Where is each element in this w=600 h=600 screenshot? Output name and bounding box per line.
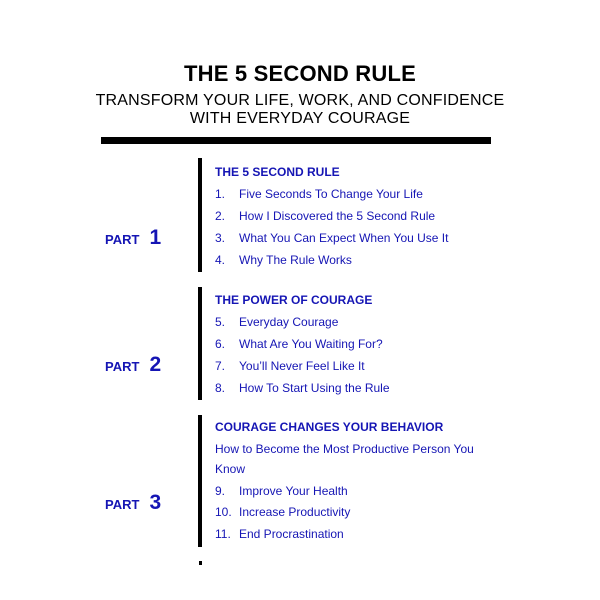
entry-title: End Procrastination xyxy=(239,527,344,541)
part-3-heading[interactable]: COURAGE CHANGES YOUR BEHAVIOR xyxy=(215,420,444,434)
toc-entry-2[interactable] xyxy=(215,209,435,223)
toc-entry-5[interactable] xyxy=(215,315,338,329)
toc-entry-10[interactable] xyxy=(215,505,350,519)
entry-number: 2. xyxy=(215,209,226,223)
part-number: 3 xyxy=(149,491,162,514)
entry-number: 9. xyxy=(215,484,226,498)
part-number: 2 xyxy=(149,353,162,376)
toc-entry-7[interactable] xyxy=(215,359,365,373)
entry-number: 3. xyxy=(215,231,226,245)
continuation-mark xyxy=(199,561,202,565)
part-1-bar xyxy=(198,158,202,272)
part-2-bar xyxy=(198,287,202,400)
part-number: 1 xyxy=(149,226,162,249)
part-word: PART xyxy=(105,232,140,247)
entry-number: 11. xyxy=(215,527,231,541)
part-3-subheading-line-2[interactable]: Know xyxy=(215,462,246,476)
title-divider xyxy=(101,137,491,144)
entry-number: 4. xyxy=(215,253,226,267)
entry-title: What Are You Waiting For? xyxy=(239,337,383,351)
entry-title: You’ll Never Feel Like It xyxy=(239,359,365,373)
entry-title: How To Start Using the Rule xyxy=(239,381,390,395)
entry-title: What You Can Expect When You Use It xyxy=(239,231,449,245)
entry-title: Why The Rule Works xyxy=(239,253,352,267)
entry-title: How I Discovered the 5 Second Rule xyxy=(239,209,436,223)
entry-title: Improve Your Health xyxy=(239,484,348,498)
entry-title: Everyday Courage xyxy=(239,315,339,329)
entry-number: 1. xyxy=(215,187,226,201)
part-2-heading[interactable]: THE POWER OF COURAGE xyxy=(215,293,373,307)
toc-entry-1[interactable] xyxy=(215,187,423,201)
toc-entry-8[interactable] xyxy=(215,381,390,395)
part-word: PART xyxy=(105,497,140,512)
part-3-bar xyxy=(198,415,202,547)
entry-number: 10. xyxy=(215,505,232,519)
entry-number: 5. xyxy=(215,315,226,329)
toc-entry-3[interactable] xyxy=(215,231,448,245)
book-subtitle-line-1: TRANSFORM YOUR LIFE, WORK, AND CONFIDENCE xyxy=(95,92,505,109)
part-3-subheading-line-1[interactable]: How to Become the Most Productive Person You xyxy=(215,442,474,456)
part-1-label xyxy=(105,226,161,250)
entry-number: 8. xyxy=(215,381,226,395)
entry-number: 6. xyxy=(215,337,226,351)
part-word: PART xyxy=(105,359,140,374)
toc-entry-6[interactable] xyxy=(215,337,383,351)
entry-number: 7. xyxy=(215,359,226,373)
toc-entry-9[interactable] xyxy=(215,484,348,498)
book-subtitle-line-2: WITH EVERYDAY COURAGE xyxy=(189,110,411,127)
entry-title: Five Seconds To Change Your Life xyxy=(239,187,423,201)
part-1-heading[interactable]: THE 5 SECOND RULE xyxy=(215,165,340,179)
toc-entry-11[interactable] xyxy=(215,527,344,541)
book-title: THE 5 SECOND RULE xyxy=(184,61,416,86)
entry-title: Increase Productivity xyxy=(239,505,351,519)
part-3-label xyxy=(105,491,161,515)
toc-entry-4[interactable] xyxy=(215,253,352,267)
part-2-label xyxy=(105,353,161,377)
